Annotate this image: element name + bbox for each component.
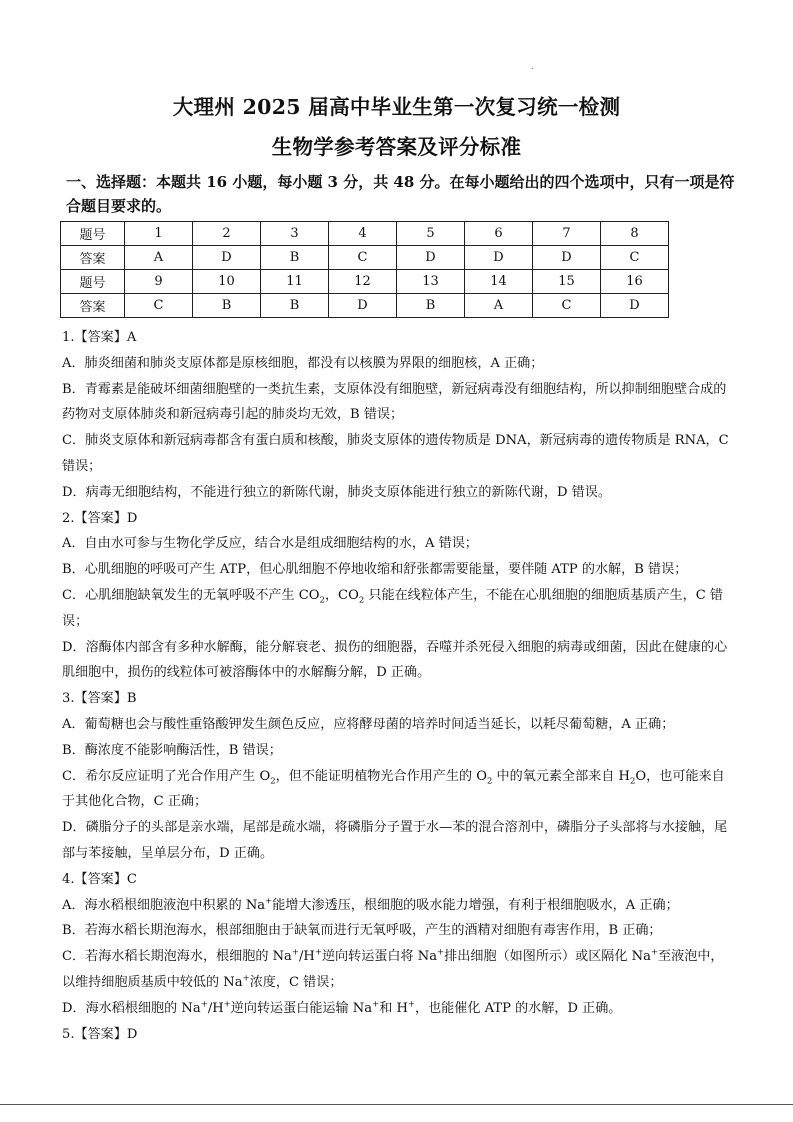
table-cell: 14 [465,270,533,294]
table-row [61,294,669,318]
page-bottom-rule [0,1104,793,1105]
explanation-q3-c: C．希尔反应证明了光合作用产生 $O_2$，但不能证明植物光合作用产生的 $O_2$ 中的氧元素全部来自 $H_2O$，也可能来自于其他化合物，C 正确； [62,768,725,810]
table-cell: 16 [601,270,669,294]
table-cell: 答案 [61,246,125,270]
table-cell: D [397,246,465,270]
table-row [61,270,669,294]
table-cell: 3 [261,222,329,246]
explanation-q2-a: A．自由水可参与生物化学反应，结合水是组成细胞结构的水，A 错误； [62,536,478,552]
table-row [61,222,669,246]
table-cell: D [193,246,261,270]
explanation-q4-a: A．海水稻根细胞液泡中积累的 Na+能增大渗透压，根细胞的吸水能力增强，有利于根细胞吸水，A 正确； [62,896,679,913]
explanation-q2-d: D．溶酶体内部含有多种水解酶，能分解衰老、损伤的细胞器，吞噬并杀死侵入细胞的病毒或细菌，因此在健康的心肌细胞中，损伤的线粒体可被溶酶体中的水解酶分解，D 正确。 [62,639,728,681]
explanation-q1-c: C．肺炎支原体和新冠病毒都含有蛋白质和核酸，肺炎支原体的遗传物质是 DNA，新冠病毒的遗传物质是 RNA，C 错误； [62,433,729,474]
explanation-q1-d: D．病毒无细胞结构，不能进行独立的新陈代谢，肺炎支原体能进行独立的新陈代谢，D 错误。 [62,484,611,500]
explanation-q3-a: A．葡萄糖也会与酸性重铬酸钾发生颜色反应，应将酵母菌的培养时间适当延长，以耗尽葡萄糖，A 正确； [62,716,675,732]
table-cell: 12 [329,270,397,294]
table-cell: 1 [125,222,193,246]
explanation-q2-c: C．心肌细胞缺氧发生的无氧呼吸不产生 $CO_2$，$CO_2$ 只能在线粒体产生，不能在心肌细胞的细胞质基质产生，C 错误； [62,587,724,629]
table-row [61,246,669,270]
table-cell: D [601,294,669,318]
doc-subtitle: 生物学参考答案及评分标准 [271,135,522,159]
explanation-q4-d: D．海水稻根细胞的 Na+/H+逆向转运蛋白能运输 Na+和 H+，也能催化 ATP 的水解，D 正确。 [62,999,622,1016]
table-cell: C [533,294,601,318]
table-cell: 2 [193,222,261,246]
table-cell: B [261,294,329,318]
answer-heading-q3: 3.【答案】B [62,691,137,707]
table-cell: 6 [465,222,533,246]
table-cell: D [465,246,533,270]
table-cell: B [261,246,329,270]
table-cell: D [329,294,397,318]
table-cell: C [601,246,669,270]
explanation-q3-b: B．酶浓度不能影响酶活性，B 错误； [62,742,282,758]
answer-heading-q5: 5.【答案】D [62,1026,138,1042]
doc-title: 大理州 2025 届高中毕业生第一次复习统一检测 [172,95,621,119]
explanation-q4-c: C．若海水稻长期泡海水，根细胞的 Na+/H+逆向转运蛋白将 Na+排出细胞（如图所示）或区隔化 Na+至液泡中，以维持细胞质基质中较低的 Na+浓度，C 错误； [62,947,724,990]
explanation-q3-d: D．磷脂分子的头部是亲水端，尾部是疏水端，将磷脂分子置于水—苯的混合溶剂中，磷脂分子头部将与水接触，尾部与苯接触，呈单层分布，D 正确。 [62,820,728,861]
table-cell: 7 [533,222,601,246]
table-cell: C [125,294,193,318]
table-cell: 题号 [61,270,125,294]
table-cell: 10 [193,270,261,294]
table-cell: 答案 [61,294,125,318]
table-cell: C [329,246,397,270]
table-cell: A [465,294,533,318]
explanation-q1-a: A．肺炎细菌和肺炎支原体都是原核细胞，都没有以核膜为界限的细胞核，A 正确； [62,355,544,371]
table-cell: 题号 [61,222,125,246]
table-cell: 8 [601,222,669,246]
explanation-q1-b: B．青霉素是能破坏细菌细胞壁的一类抗生素，支原体没有细胞壁，新冠病毒没有细胞结构，所以抑制细胞壁合成的药物对支原体肺炎和新冠病毒引起的肺炎均无效，B 错误； [62,381,727,423]
table-cell: 15 [533,270,601,294]
answer-heading-q4: 4.【答案】C [62,871,137,887]
table-cell: 5 [397,222,465,246]
table-cell: 9 [125,270,193,294]
explanations [62,325,734,1047]
table-cell: B [193,294,261,318]
table-cell: A [125,246,193,270]
explanation-q2-b: B．心肌细胞的呼吸可产生 ATP，但心肌细胞不停地收缩和舒张都需要能量，要伴随 ATP 的水解，B 错误； [62,562,688,578]
table-cell: 13 [397,270,465,294]
answer-table [60,221,669,318]
answer-heading-q2: 2.【答案】D [62,510,138,526]
table-cell: D [533,246,601,270]
page-dot: . [531,62,534,71]
explanation-q4-b: B．若海水稻长期泡海水，根部细胞由于缺氧而进行无氧呼吸，产生的酒精对细胞有毒害作用，B 正确； [62,923,662,939]
table-cell: 11 [261,270,329,294]
section-heading: 一、选择题：本题共 16 小题，每小题 3 分，共 48 分。在每小题给出的四个选项中，只有一项是符合题目要求的。 [66,173,735,215]
answer-heading-q1: 1.【答案】A [62,330,137,345]
table-cell: 4 [329,222,397,246]
table-cell: B [397,294,465,318]
